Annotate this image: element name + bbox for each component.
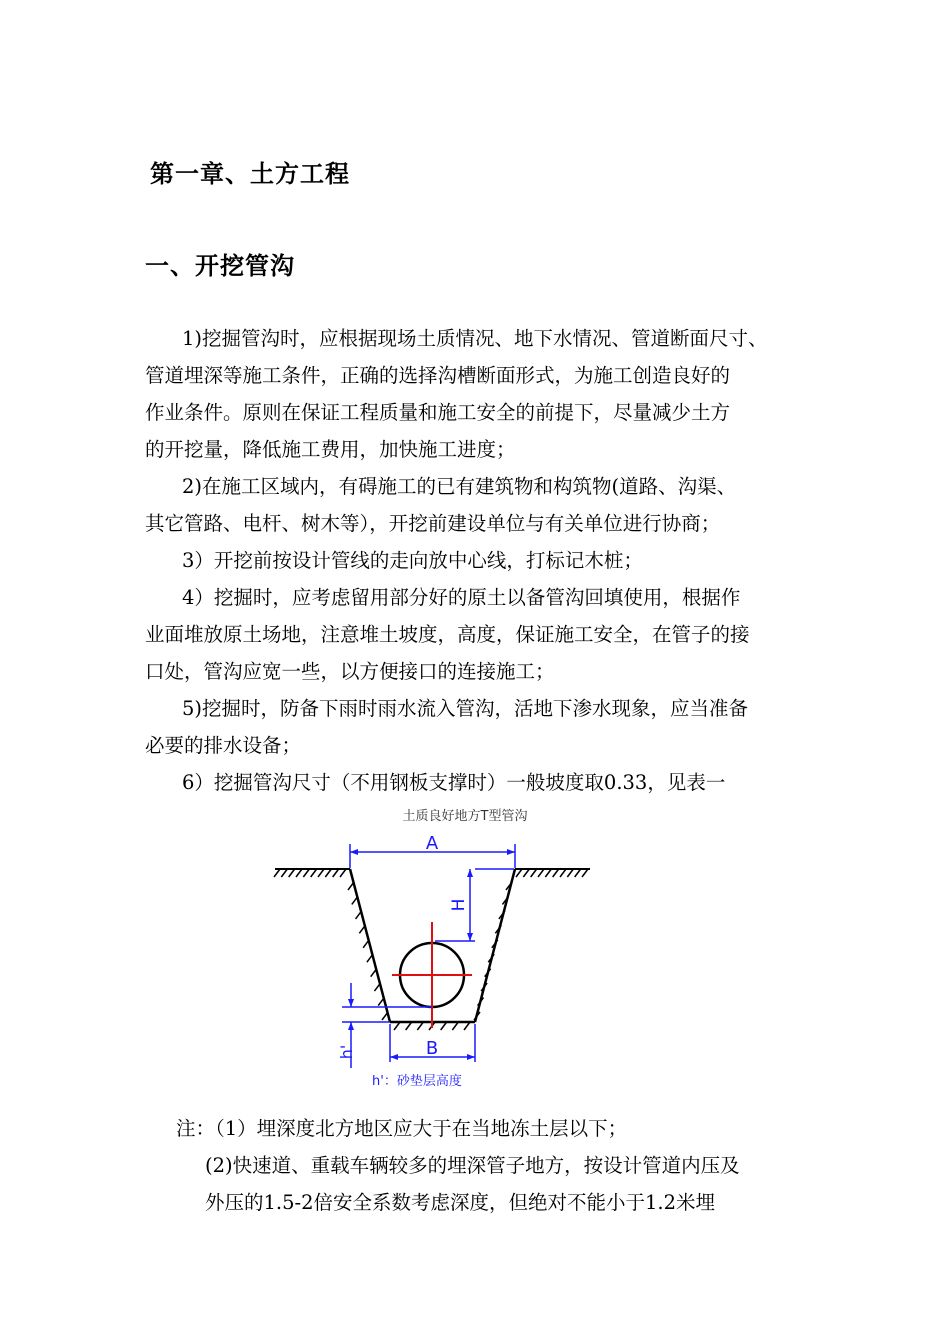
note-line: 注：（1）埋深度北方地区应大于在当地冻土层以下； [176,1117,628,1140]
paragraph-line: 1)挖掘管沟时，应根据现场土质情况、地下水情况、管道断面尺寸、 [182,327,768,350]
dimension-h [435,869,514,941]
paragraph-line: 业面堆放原土场地，注意堆土坡度，高度，保证施工安全，在管子的接 [145,623,750,646]
paragraph-line: 作业条件。原则在保证工程质量和施工安全的前提下，尽量减少土方 [145,401,731,424]
dimension-h-label: H [449,898,469,912]
dimension-h-prime-label: h' [337,1044,356,1060]
hatch-mark [575,869,581,877]
hatch-mark [289,869,295,877]
hatch-mark [274,869,280,877]
figure-legend: h'：砂垫层高度 [372,1074,462,1089]
hatch-mark [296,869,302,877]
hatch-mark [340,869,346,877]
paragraph-line: 其它管路、电杆、树木等），开挖前建设单位与有关单位进行协商； [145,512,721,535]
hatch-mark [560,869,566,877]
paragraph-line: 6）挖掘管沟尺寸（不用钢板支撑时）一般坡度取0.33，见表一 [182,771,726,794]
hatch-mark [545,869,551,877]
trench-section-figure [260,800,680,1100]
hatch-mark [333,869,339,877]
hatch-mark [516,869,522,877]
figure-caption: 土质良好地方T型管沟 [402,809,528,824]
paragraph-line: 管道埋深等施工条件，正确的选择沟槽断面形式，为施工创造良好的 [145,364,731,387]
note-line: 外压的1.5-2倍安全系数考虑深度，但绝对不能小于1.2米埋 [205,1191,716,1214]
paragraph-line: 3）开挖前按设计管线的走向放中心线，打标记木桩； [182,549,643,572]
paragraph-line: 2)在施工区域内，有碍施工的已有建筑物和构筑物(道路、沟渠、 [182,475,737,498]
paragraph-line: 4）挖掘时，应考虑留用部分好的原土以备管沟回填使用，根据作 [182,586,741,609]
hatch-mark [553,869,559,877]
paragraph-line: 口处，管沟应宽一些，以方便接口的连接施工； [145,660,555,683]
hatch-mark [325,869,331,877]
paragraph-line: 5)挖掘时，防备下雨时雨水流入管沟，活地下渗水现象，应当准备 [182,697,749,720]
section-title: 一、开挖管沟 [145,252,295,280]
hatch-mark [523,869,529,877]
dimension-b-label: B [425,1038,439,1059]
chapter-title: 第一章、土方工程 [150,160,350,188]
dimension-a-label: A [425,833,439,854]
hatch-mark [567,869,573,877]
note-line: (2)快速道、重载车辆较多的埋深管子地方，按设计管道内压及 [205,1154,740,1177]
hatch-mark [303,869,309,877]
hatch-mark [281,869,287,877]
hatch-mark [531,869,537,877]
pipe-centerline [392,922,472,1028]
hatch-mark [538,869,544,877]
paragraph-line: 必要的排水设备； [145,734,302,757]
hatch-mark [318,869,324,877]
hatch-mark [311,869,317,877]
paragraph-line: 的开挖量，降低施工费用，加快施工进度； [145,438,516,461]
hatch-mark [582,869,588,877]
